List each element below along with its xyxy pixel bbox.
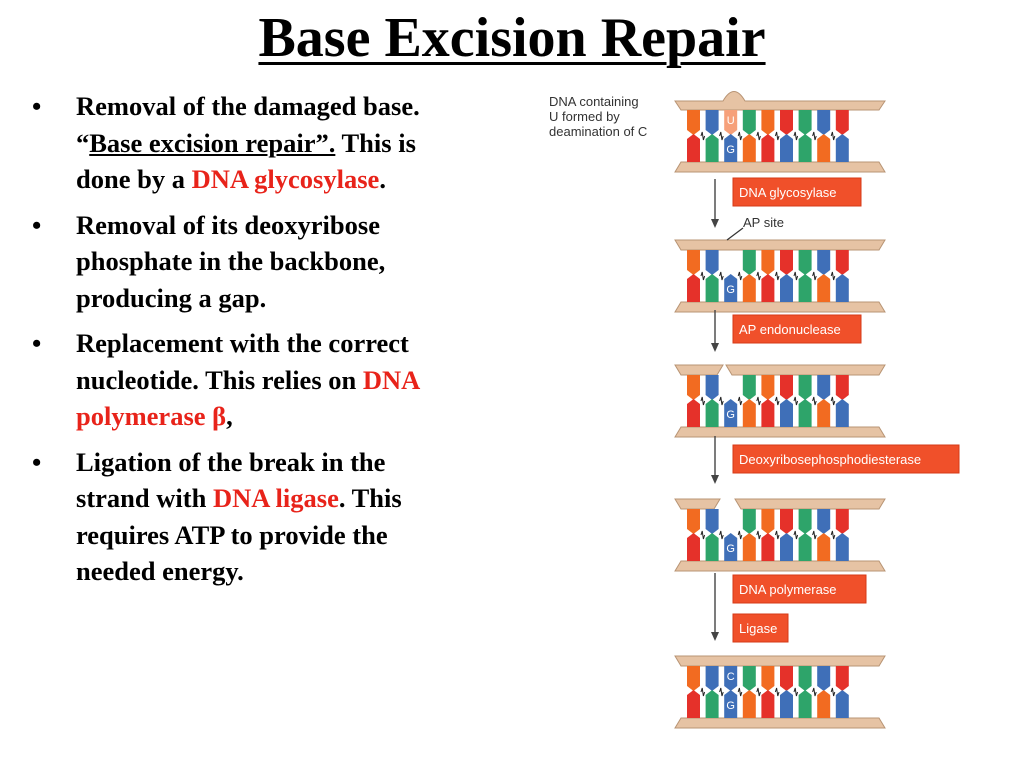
top-base: [706, 666, 719, 691]
top-base: [836, 666, 849, 691]
bottom-base: [799, 533, 812, 561]
bottom-base: [780, 274, 793, 302]
pathway-arrow-head: [711, 219, 719, 228]
dna-duplex: [675, 92, 885, 173]
hydrogen-bond: [738, 531, 742, 539]
pathway-arrow-head: [711, 475, 719, 484]
bottom-base: [799, 274, 812, 302]
diagram-caption-line: DNA containing: [549, 94, 639, 109]
top-base: [687, 250, 700, 275]
base-letter: G: [726, 700, 735, 712]
top-base: [761, 509, 774, 534]
top-backbone: [675, 656, 885, 666]
base-letter: G: [726, 144, 735, 156]
pathway-arrow-head: [711, 343, 719, 352]
hydrogen-bond: [720, 132, 724, 140]
top-base: [761, 666, 774, 691]
bottom-base: [761, 274, 774, 302]
hydrogen-bond: [775, 688, 779, 696]
bottom-base: [687, 533, 700, 561]
bullet-item: [28, 207, 458, 317]
hydrogen-bond: [720, 531, 724, 539]
hydrogen-bond: [775, 397, 779, 405]
bullet-marker: •: [32, 209, 42, 240]
hydrogen-bond: [701, 272, 705, 280]
top-base: [706, 250, 719, 275]
top-backbone: [675, 92, 885, 111]
hydrogen-bond: [813, 531, 817, 539]
enzyme-label: Deoxyribosephosphodiesterase: [739, 452, 922, 467]
ber-pathway-diagram: [540, 86, 922, 731]
bottom-backbone: [675, 427, 885, 437]
top-base: [780, 110, 793, 135]
top-base: [817, 666, 830, 691]
top-base: [799, 110, 812, 135]
enzyme-dna-ligase: DNA ligase: [212, 483, 339, 513]
bottom-base: [761, 399, 774, 427]
bottom-base: [836, 533, 849, 561]
top-base: [780, 250, 793, 275]
hydrogen-bond: [738, 132, 742, 140]
top-base: [780, 666, 793, 691]
top-base: [817, 110, 830, 135]
top-base: [761, 250, 774, 275]
bottom-base: [817, 274, 830, 302]
bullet-item: [28, 444, 458, 590]
ap-site-label: AP site: [743, 215, 784, 230]
top-base: [817, 250, 830, 275]
diagram-caption-line: U formed by: [549, 109, 620, 124]
hydrogen-bond: [813, 688, 817, 696]
top-base: [761, 110, 774, 135]
top-base: [817, 375, 830, 400]
bottom-base: [836, 274, 849, 302]
top-base: [687, 509, 700, 534]
base-letter: U: [726, 115, 735, 127]
bullet-marker: •: [32, 446, 42, 477]
enzyme-dna-glycosylase: DNA glycosylase: [191, 164, 380, 194]
hydrogen-bond: [794, 132, 798, 140]
hydrogen-bond: [794, 531, 798, 539]
bottom-base: [743, 690, 756, 718]
top-backbone: [675, 240, 885, 250]
bullet-marker: •: [32, 91, 42, 121]
hydrogen-bond: [794, 397, 798, 405]
bottom-base: [799, 399, 812, 427]
bottom-base: [743, 399, 756, 427]
top-base: [687, 375, 700, 400]
top-backbone-left: [675, 499, 720, 509]
bottom-base: [817, 533, 830, 561]
top-base: [743, 250, 756, 275]
dna-duplex: [675, 240, 885, 312]
bottom-base: [780, 690, 793, 718]
bottom-base: [706, 274, 719, 302]
bullet-list: [28, 88, 458, 599]
bottom-base: [687, 134, 700, 162]
enzyme-label: DNA polymerase: [739, 582, 837, 597]
top-base: [836, 110, 849, 135]
top-base: [799, 509, 812, 534]
bottom-base: [836, 399, 849, 427]
top-base: [780, 509, 793, 534]
hydrogen-bond: [701, 688, 705, 696]
top-backbone-right: [735, 499, 885, 509]
base-letter: G: [726, 543, 735, 555]
base-letter: G: [726, 409, 735, 421]
hydrogen-bond: [720, 272, 724, 280]
hydrogen-bond: [757, 531, 761, 539]
top-base: [836, 250, 849, 275]
hydrogen-bond: [831, 531, 835, 539]
bullet-text: . This requires ATP to provide the needed energy.: [76, 483, 402, 586]
base-letter: C: [726, 671, 735, 683]
hydrogen-bond: [813, 272, 817, 280]
bottom-base: [761, 690, 774, 718]
bottom-base: [706, 399, 719, 427]
bullet-text: This is done by a: [76, 127, 416, 194]
hydrogen-bond: [720, 688, 724, 696]
hydrogen-bond: [738, 688, 742, 696]
enzyme-dna-polymerase-beta: DNA polymerase β: [76, 364, 419, 431]
hydrogen-bond: [757, 397, 761, 405]
bullet-text: Removal of the damaged base. “: [76, 91, 420, 158]
bottom-base: [743, 274, 756, 302]
slide-title: Base Excision Repair: [258, 7, 766, 69]
bottom-base: [780, 134, 793, 162]
bottom-base: [780, 533, 793, 561]
hydrogen-bond: [831, 397, 835, 405]
bottom-base: [817, 134, 830, 162]
bottom-base: [817, 399, 830, 427]
top-base: [817, 509, 830, 534]
enzyme-label: DNA glycosylase: [739, 185, 837, 200]
hydrogen-bond: [831, 132, 835, 140]
top-base: [706, 110, 719, 135]
top-backbone-right: [726, 365, 885, 375]
bottom-base: [706, 533, 719, 561]
bottom-base: [706, 690, 719, 718]
bullet-item: [28, 88, 458, 198]
pathway-arrow-head: [711, 632, 719, 641]
hydrogen-bond: [701, 531, 705, 539]
bottom-base: [761, 533, 774, 561]
hydrogen-bond: [738, 397, 742, 405]
bullet-text: Removal of its deoxyribose phosphate in the backbone, producing a gap.: [76, 209, 386, 313]
top-base: [799, 375, 812, 400]
top-backbone-left: [675, 365, 723, 375]
bottom-base: [706, 134, 719, 162]
hydrogen-bond: [813, 132, 817, 140]
term-base-excision-repair: Base excision repair”.: [89, 127, 336, 158]
bottom-base: [687, 690, 700, 718]
hydrogen-bond: [775, 132, 779, 140]
hydrogen-bond: [757, 272, 761, 280]
dna-duplex: [675, 656, 885, 728]
bullet-text: Replacement with the correct nucleotide. This relies on: [76, 328, 409, 395]
base-letter: G: [726, 284, 735, 296]
dna-duplex: [675, 499, 885, 571]
diagram-caption-line: deamination of C: [549, 124, 648, 139]
bottom-base: [836, 690, 849, 718]
top-base: [706, 375, 719, 400]
bottom-backbone: [675, 718, 885, 728]
hydrogen-bond: [794, 272, 798, 280]
bottom-base: [761, 134, 774, 162]
hydrogen-bond: [775, 531, 779, 539]
top-base: [799, 666, 812, 691]
bottom-base: [780, 399, 793, 427]
hydrogen-bond: [720, 397, 724, 405]
top-base: [743, 110, 756, 135]
hydrogen-bond: [775, 272, 779, 280]
top-base: [836, 509, 849, 534]
bottom-base: [799, 690, 812, 718]
hydrogen-bond: [757, 688, 761, 696]
hydrogen-bond: [831, 688, 835, 696]
top-base: [780, 375, 793, 400]
enzyme-label: AP endonuclease: [739, 322, 841, 337]
bottom-backbone: [675, 302, 885, 312]
hydrogen-bond: [813, 397, 817, 405]
top-base: [836, 375, 849, 400]
bullet-text: .: [379, 164, 386, 194]
hydrogen-bond: [794, 688, 798, 696]
top-base: [743, 375, 756, 400]
bottom-backbone: [675, 162, 885, 172]
bullet-item: [28, 325, 458, 435]
bottom-base: [799, 134, 812, 162]
top-base: [761, 375, 774, 400]
hydrogen-bond: [701, 397, 705, 405]
bottom-base: [743, 134, 756, 162]
bottom-base: [687, 399, 700, 427]
bullet-marker: •: [32, 328, 42, 358]
bottom-backbone: [675, 561, 885, 571]
hydrogen-bond: [757, 132, 761, 140]
top-base: [799, 250, 812, 275]
bullet-text: ,: [226, 401, 233, 431]
top-base: [687, 666, 700, 691]
top-base: [743, 509, 756, 534]
top-base: [706, 509, 719, 534]
bottom-base: [836, 134, 849, 162]
hydrogen-bond: [701, 132, 705, 140]
hydrogen-bond: [738, 272, 742, 280]
bottom-base: [687, 274, 700, 302]
dna-duplex: [675, 365, 885, 437]
bottom-base: [743, 533, 756, 561]
bullet-text: Ligation of the break in the strand with: [76, 446, 386, 513]
bottom-base: [817, 690, 830, 718]
top-base: [687, 110, 700, 135]
ap-site-pointer: [727, 228, 743, 240]
top-base: [743, 666, 756, 691]
enzyme-label: Ligase: [739, 621, 778, 636]
hydrogen-bond: [831, 272, 835, 280]
